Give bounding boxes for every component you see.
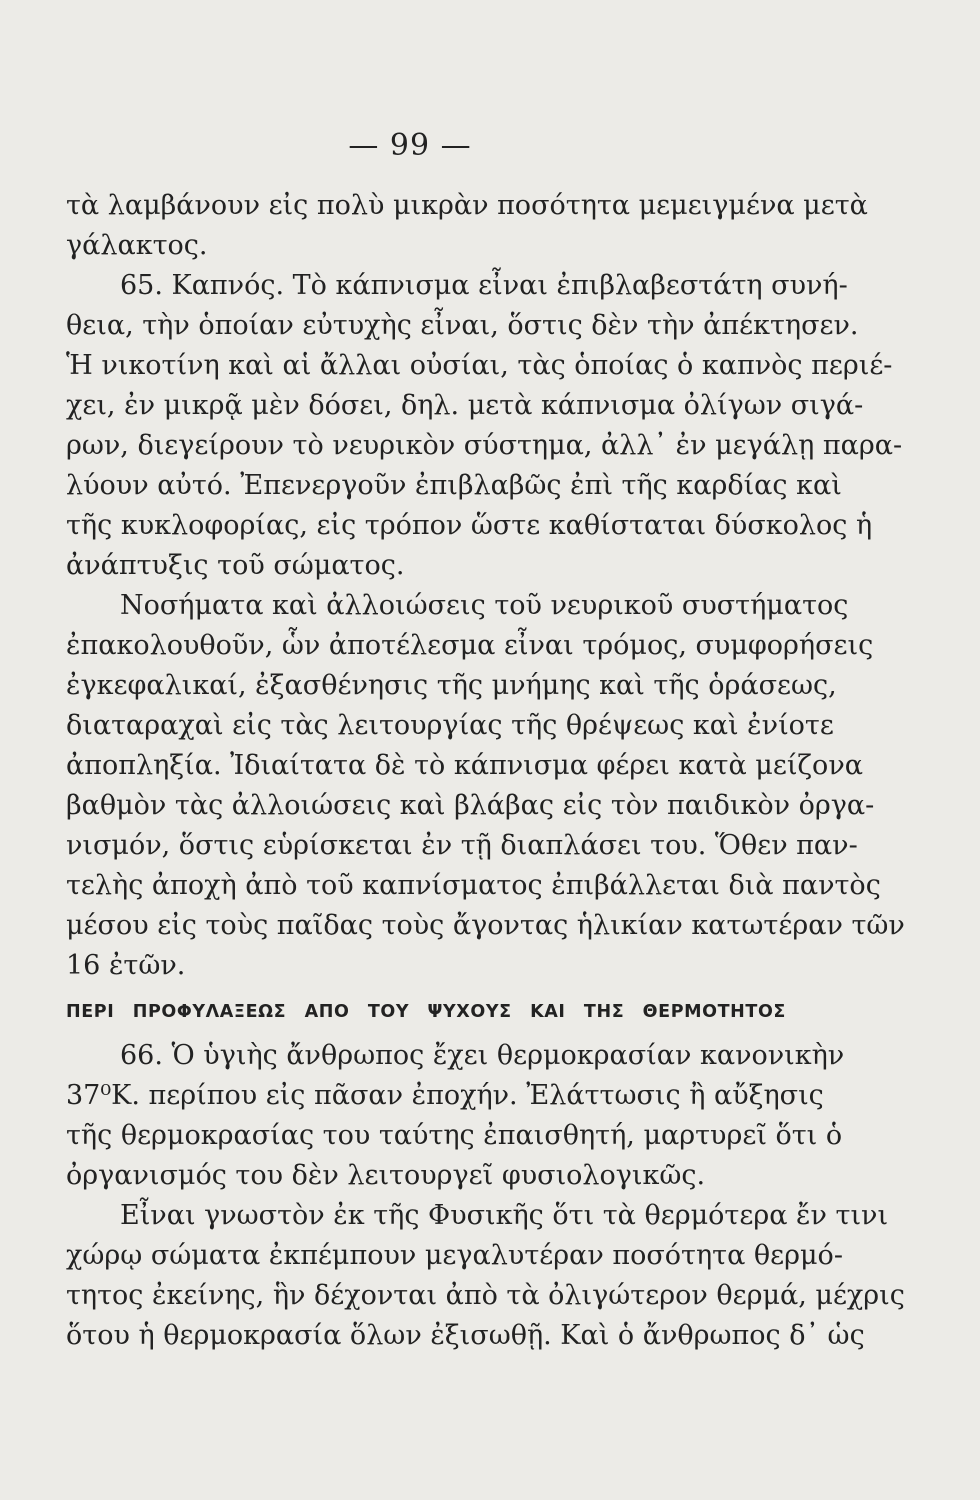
text-line: λύουν αὐτό. Ἐπενεργοῦν ἐπιβλαβῶς ἐπὶ τῆς καρδίας καὶ	[66, 470, 842, 501]
text-line: ἐγκεφαλικαί, ἐξασθένησις τῆς μνήμης καὶ τῆς ὁράσεως,	[66, 670, 837, 701]
text-line: ρων, διεγείρουν τὸ νευρικὸν σύστημα, ἀλλ᾿ ἐν μεγάλῃ παρα-	[66, 430, 903, 461]
text-line: γάλακτος.	[66, 230, 208, 261]
text-line: μέσου εἰς τοὺς παῖδας τοὺς ἄγοντας ἡλικίαν κατωτέραν τῶν	[66, 910, 905, 941]
section-heading: ΠΕΡΙ ΠΡΟΦΥΛΑΞΕΩΣ ΑΠΟ ΤΟΥ ΨΥΧΟΥΣ ΚΑΙ ΤΗΣ ΘΕΡΜΟΤΗΤΟΣ	[66, 1002, 786, 1022]
text-line: διαταραχαὶ εἰς τὰς λειτουργίας τῆς θρέψεως καὶ ἐνίοτε	[66, 710, 834, 741]
text-line: ὅτου ἡ θερμοκρασία ὅλων ἐξισωθῇ. Καὶ ὁ ἄνθρωπος δ᾿ ὡς	[66, 1320, 865, 1351]
text-line: ἀνάπτυξις τοῦ σώματος.	[66, 550, 405, 581]
text-line: ὀργανισμός του δὲν λειτουργεῖ φυσιολογικῶς.	[66, 1160, 706, 1191]
text-line: τῆς θερμοκρασίας του ταύτης ἐπαισθητή, μαρτυρεῖ ὅτι ὁ	[66, 1120, 843, 1151]
text-line: τητος ἐκείνης, ἣν δέχονται ἀπὸ τὰ ὀλιγώτερον θερμά, μέχρις	[66, 1280, 905, 1311]
text-line: 66. Ὁ ὑγιὴς ἄνθρωπος ἔχει θερμοκρασίαν κανονικὴν	[120, 1040, 845, 1071]
page-body	[66, 186, 905, 1356]
text-line: 16 ἐτῶν.	[66, 950, 186, 981]
text-line: 65. Καπνός. Τὸ κάπνισμα εἶναι ἐπιβλαβεστάτη συνή-	[120, 270, 848, 301]
text-line: Εἶναι γνωστὸν ἐκ τῆς Φυσικῆς ὅτι τὰ θερμότερα ἔν τινι	[120, 1200, 889, 1231]
text-line: τελὴς ἀποχὴ ἀπὸ τοῦ καπνίσματος ἐπιβάλλεται διὰ παντὸς	[66, 870, 881, 901]
page-number: — 99 —	[348, 128, 472, 163]
text-line: χει, ἐν μικρᾷ μὲν δόσει, δηλ. μετὰ κάπνισμα ὀλίγων σιγά-	[66, 390, 864, 421]
text-line: Ἡ νικοτίνη καὶ αἱ ἄλλαι οὐσίαι, τὰς ὁποίας ὁ καπνὸς περιέ-	[66, 350, 893, 381]
text-line: Νοσήματα καὶ ἀλλοιώσεις τοῦ νευρικοῦ συστήματος	[120, 590, 849, 621]
text-line: χώρῳ σώματα ἐκπέμπουν μεγαλυτέραν ποσότητα θερμό-	[66, 1240, 843, 1271]
text-line: ἀποπληξία. Ἰδιαίτατα δὲ τὸ κάπνισμα φέρει κατὰ μείζονα	[66, 750, 863, 781]
text-line: τὰ λαμβάνουν εἰς πολὺ μικρὰν ποσότητα μεμειγμένα μετὰ	[66, 190, 868, 221]
text-line: τῆς κυκλοφορίας, εἰς τρόπον ὥστε καθίσταται δύσκολος ἡ	[66, 510, 873, 541]
text-line: νισμόν, ὅστις εὑρίσκεται ἐν τῇ διαπλάσει του. Ὅθεν παν-	[66, 830, 858, 861]
text-line: 37⁰Κ. περίπου εἰς πᾶσαν ἐποχήν. Ἐλάττωσις ἢ αὔξησις	[66, 1080, 824, 1111]
text-line: ἐπακολουθοῦν, ὧν ἀποτέλεσμα εἶναι τρόμος, συμφορήσεις	[66, 630, 874, 661]
text-line: θεια, τὴν ὁποίαν εὐτυχὴς εἶναι, ὅστις δὲν τὴν ἀπέκτησεν.	[66, 310, 859, 341]
text-line: βαθμὸν τὰς ἀλλοιώσεις καὶ βλάβας εἰς τὸν παιδικὸν ὀργα-	[66, 790, 875, 821]
